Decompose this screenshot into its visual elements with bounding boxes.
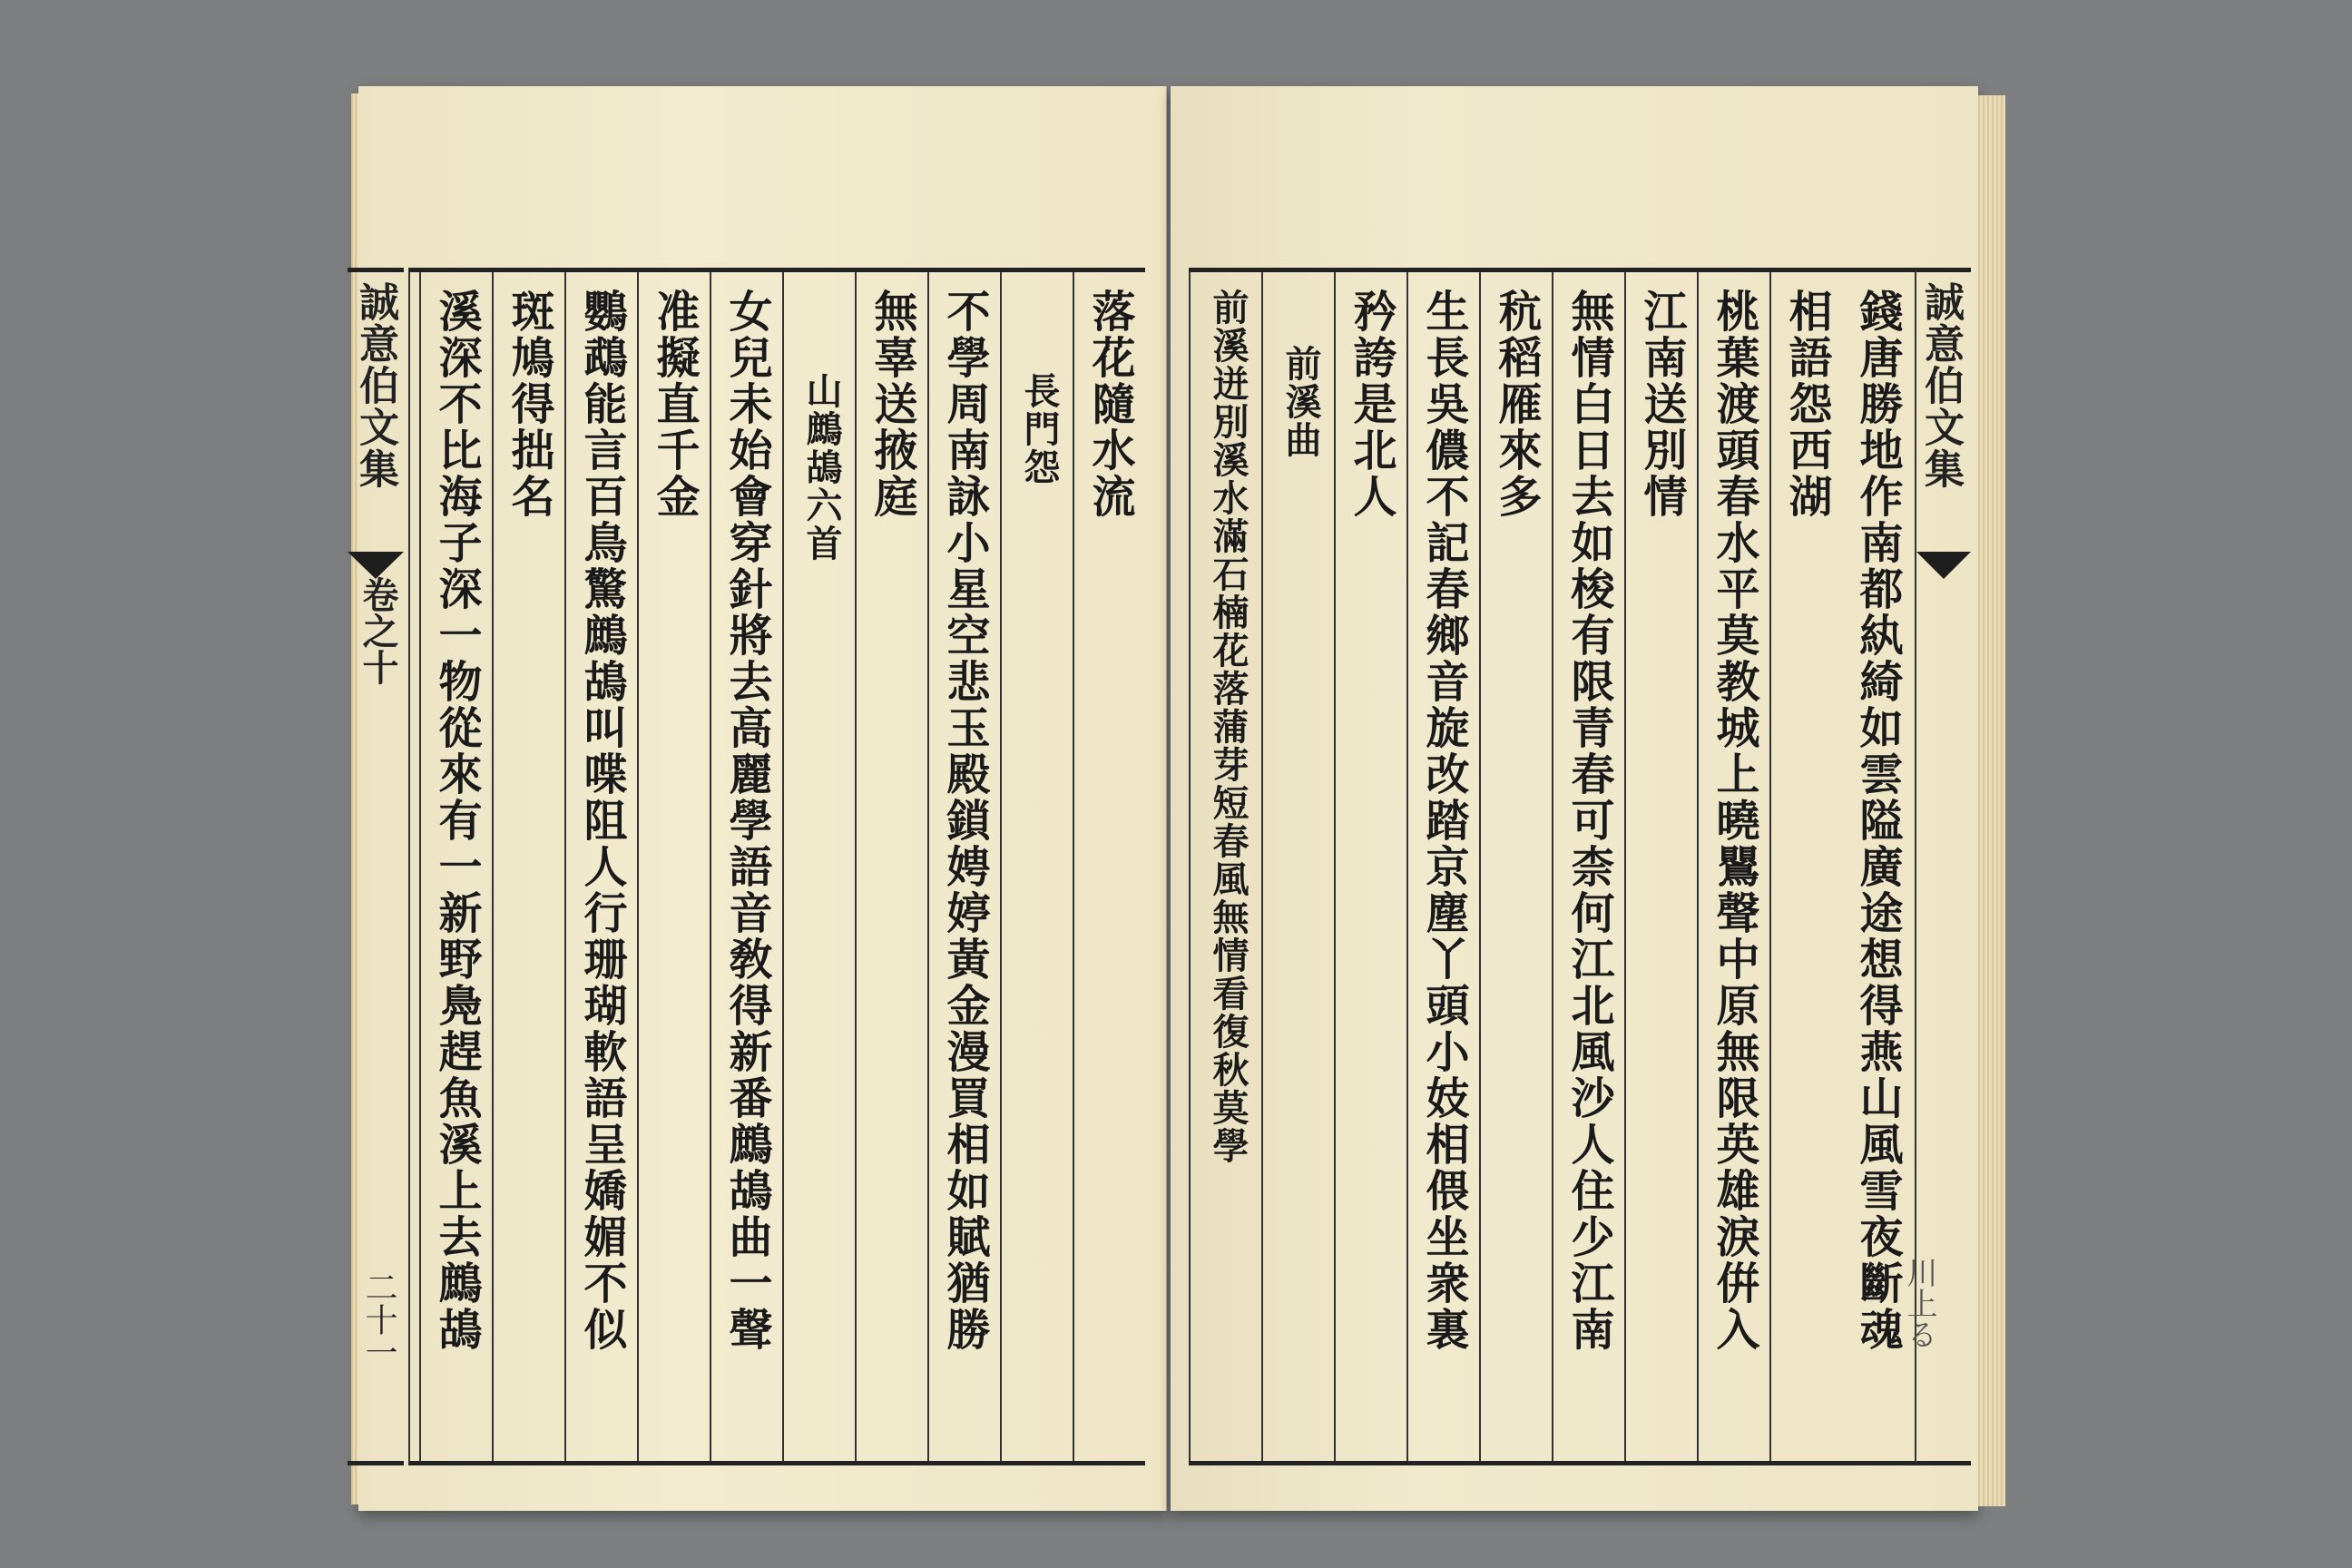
right-text-frame <box>1189 268 1916 1465</box>
text-column <box>637 272 710 1461</box>
text-column <box>1624 272 1697 1461</box>
text-column <box>1261 272 1334 1461</box>
verse-line: 無辜送掖庭 <box>867 289 917 520</box>
text-column <box>419 272 492 1461</box>
text-column <box>564 272 637 1461</box>
left-page <box>352 86 1167 1511</box>
text-column <box>782 272 855 1461</box>
text-column <box>1697 272 1769 1461</box>
verse-line: 錢唐勝地作南都紈綺如雲隘廣途想得燕山風雪夜斷魂 <box>1852 289 1903 1353</box>
text-column <box>1406 272 1479 1461</box>
poem-title: 山鷓鴣六首 <box>800 372 843 563</box>
verse-line: 斑鳩得拙名 <box>504 289 554 520</box>
text-column <box>1334 272 1406 1461</box>
verse-line: 矜誇是北人 <box>1346 289 1396 520</box>
verse-line: 秔稻雁來多 <box>1491 289 1542 520</box>
verse-line: 前溪迸別溪水滿石楠花落蒲芽短春風無情看復秋莫學 <box>1207 289 1250 1165</box>
verse-line: 無情白日去如梭有限青春可柰何江北風沙人住少江南 <box>1563 289 1614 1353</box>
fishtail-mark <box>1916 552 1971 579</box>
poem-title: 前溪曲 <box>1279 345 1322 459</box>
fishtail-mark <box>348 552 404 579</box>
text-column <box>855 272 927 1461</box>
poem-title: 長門怨 <box>1018 372 1061 486</box>
text-column <box>1479 272 1552 1461</box>
text-column <box>1189 272 1261 1461</box>
verse-line: 江南送別情 <box>1636 289 1687 520</box>
pencil-annotation: 川上る <box>1901 1257 1937 1349</box>
left-banxin <box>348 268 404 1465</box>
open-book <box>352 86 1978 1520</box>
text-column <box>1000 272 1073 1461</box>
text-column <box>1552 272 1624 1461</box>
book-title: 誠意伯文集 <box>352 281 398 490</box>
verse-line: 女兒未始會穿針將去高麗學語音敎得新番鷓鴣曲一聲 <box>721 289 772 1353</box>
verse-line: 生長吳儂不記春鄉音旋改踏京塵丫頭小妓相偎坐衆裏 <box>1418 289 1469 1353</box>
left-text-frame <box>408 268 1145 1465</box>
text-column <box>927 272 1000 1461</box>
volume-label: 卷之十 <box>357 576 399 685</box>
verse-line: 溪深不比海子深一物從來有一新野鳧趕魚溪上去鷓鴣 <box>431 289 482 1353</box>
page-number: 二十一 <box>360 1270 397 1368</box>
page-edge-stack <box>1978 95 2005 1506</box>
right-page <box>1171 86 1978 1511</box>
text-column <box>492 272 564 1461</box>
verse-line: 桃葉渡頭春水平莫教城上曉鸎聲中原無限英雄淚倂入 <box>1709 289 1759 1353</box>
verse-line: 相語怨西湖 <box>1781 289 1832 520</box>
text-column <box>1769 272 1842 1461</box>
verse-line: 不學周南詠小星空悲玉殿鎖娉婷黃金漫買相如賦猶勝 <box>939 289 990 1353</box>
verse-line: 准擬直千金 <box>649 289 700 520</box>
book-title: 誠意伯文集 <box>1917 281 1964 490</box>
text-column <box>1073 272 1145 1461</box>
verse-line: 鸚鵡能言百鳥驚鷓鴣叫喋阻人行珊瑚軟語呈嬌媚不似 <box>576 289 627 1353</box>
verse-line: 落花隨水流 <box>1084 289 1135 520</box>
text-column <box>710 272 782 1461</box>
